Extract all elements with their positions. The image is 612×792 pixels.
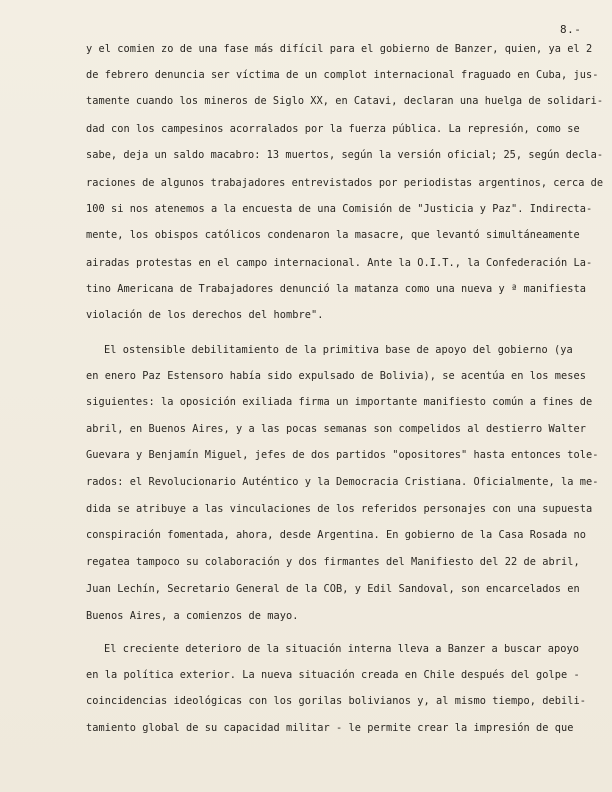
text-line: tamente cuando los mineros de Siglo XX, en Catavi, declaran una huelga de solidari-: [86, 95, 604, 107]
text-line: siguientes: la oposición exiliada firma un importante manifiesto común a fines de: [86, 396, 593, 408]
text-line: coincidencias ideológicas con los gorilas bolivianos y, al mismo tiempo, debili-: [86, 695, 586, 707]
text-line: en la política exterior. La nueva situación creada en Chile después del golpe -: [86, 669, 580, 681]
text-line: en enero Paz Estensoro había sido expulsado de Bolivia), se acentúa en los meses: [86, 370, 586, 382]
text-line: de febrero denuncia ser víctima de un complot internacional fraguado en Cuba, jus-: [86, 69, 599, 81]
text-line: regatea tampoco su colaboración y dos firmantes del Manifiesto del 22 de abril,: [86, 556, 580, 568]
text-line: dad con los campesinos acorralados por la fuerza pública. La represión, como se: [86, 123, 580, 135]
text-line: El ostensible debilitamiento de la primitiva base de apoyo del gobierno (ya: [104, 344, 573, 356]
page-number: 8.-: [560, 23, 582, 36]
text-line: sabe, deja un saldo macabro: 13 muertos, según la versión oficial; 25, según decla-: [86, 149, 604, 161]
text-line: rados: el Revolucionario Auténtico y la Democracia Cristiana. Oficialmente, la me-: [86, 476, 599, 488]
text-line: conspiración fomentada, ahora, desde Argentina. En gobierno de la Casa Rosada no: [86, 529, 586, 541]
text-line: abril, en Buenos Aires, y a las pocas semanas son compelidos al destierro Walter: [86, 423, 586, 435]
text-line: 100 si nos atenemos a la encuesta de una Comisión de "Justicia y Paz". Indirecta-: [86, 203, 593, 215]
text-line: airadas protestas en el campo internacional. Ante la O.I.T., la Confederación La-: [86, 257, 593, 269]
text-line: y el comien zo de una fase más difícil para el gobierno de Banzer, quien, ya el 2: [86, 43, 593, 55]
text-line: tino Americana de Trabajadores denunció la matanza como una nueva y ª manifiesta: [86, 283, 586, 295]
text-line: mente, los obispos católicos condenaron la masacre, que levantó simultáneamente: [86, 229, 580, 241]
text-line: Guevara y Benjamín Miguel, jefes de dos partidos "opositores" hasta entonces tole-: [86, 449, 599, 461]
text-line: El creciente deterioro de la situación interna lleva a Banzer a buscar apoyo: [104, 643, 579, 655]
text-line: dida se atribuye a las vinculaciones de los referidos personajes con una supuesta: [86, 503, 593, 515]
text-line: Juan Lechín, Secretario General de la COB, y Edil Sandoval, son encarcelados en: [86, 583, 580, 595]
text-line: tamiento global de su capacidad militar - le permite crear la impresión de que: [86, 722, 574, 734]
text-line: Buenos Aires, a comienzos de mayo.: [86, 610, 299, 622]
text-line: violación de los derechos del hombre".: [86, 309, 324, 321]
text-line: raciones de algunos trabajadores entrevistados por periodistas argentinos, cerca de: [86, 177, 604, 189]
